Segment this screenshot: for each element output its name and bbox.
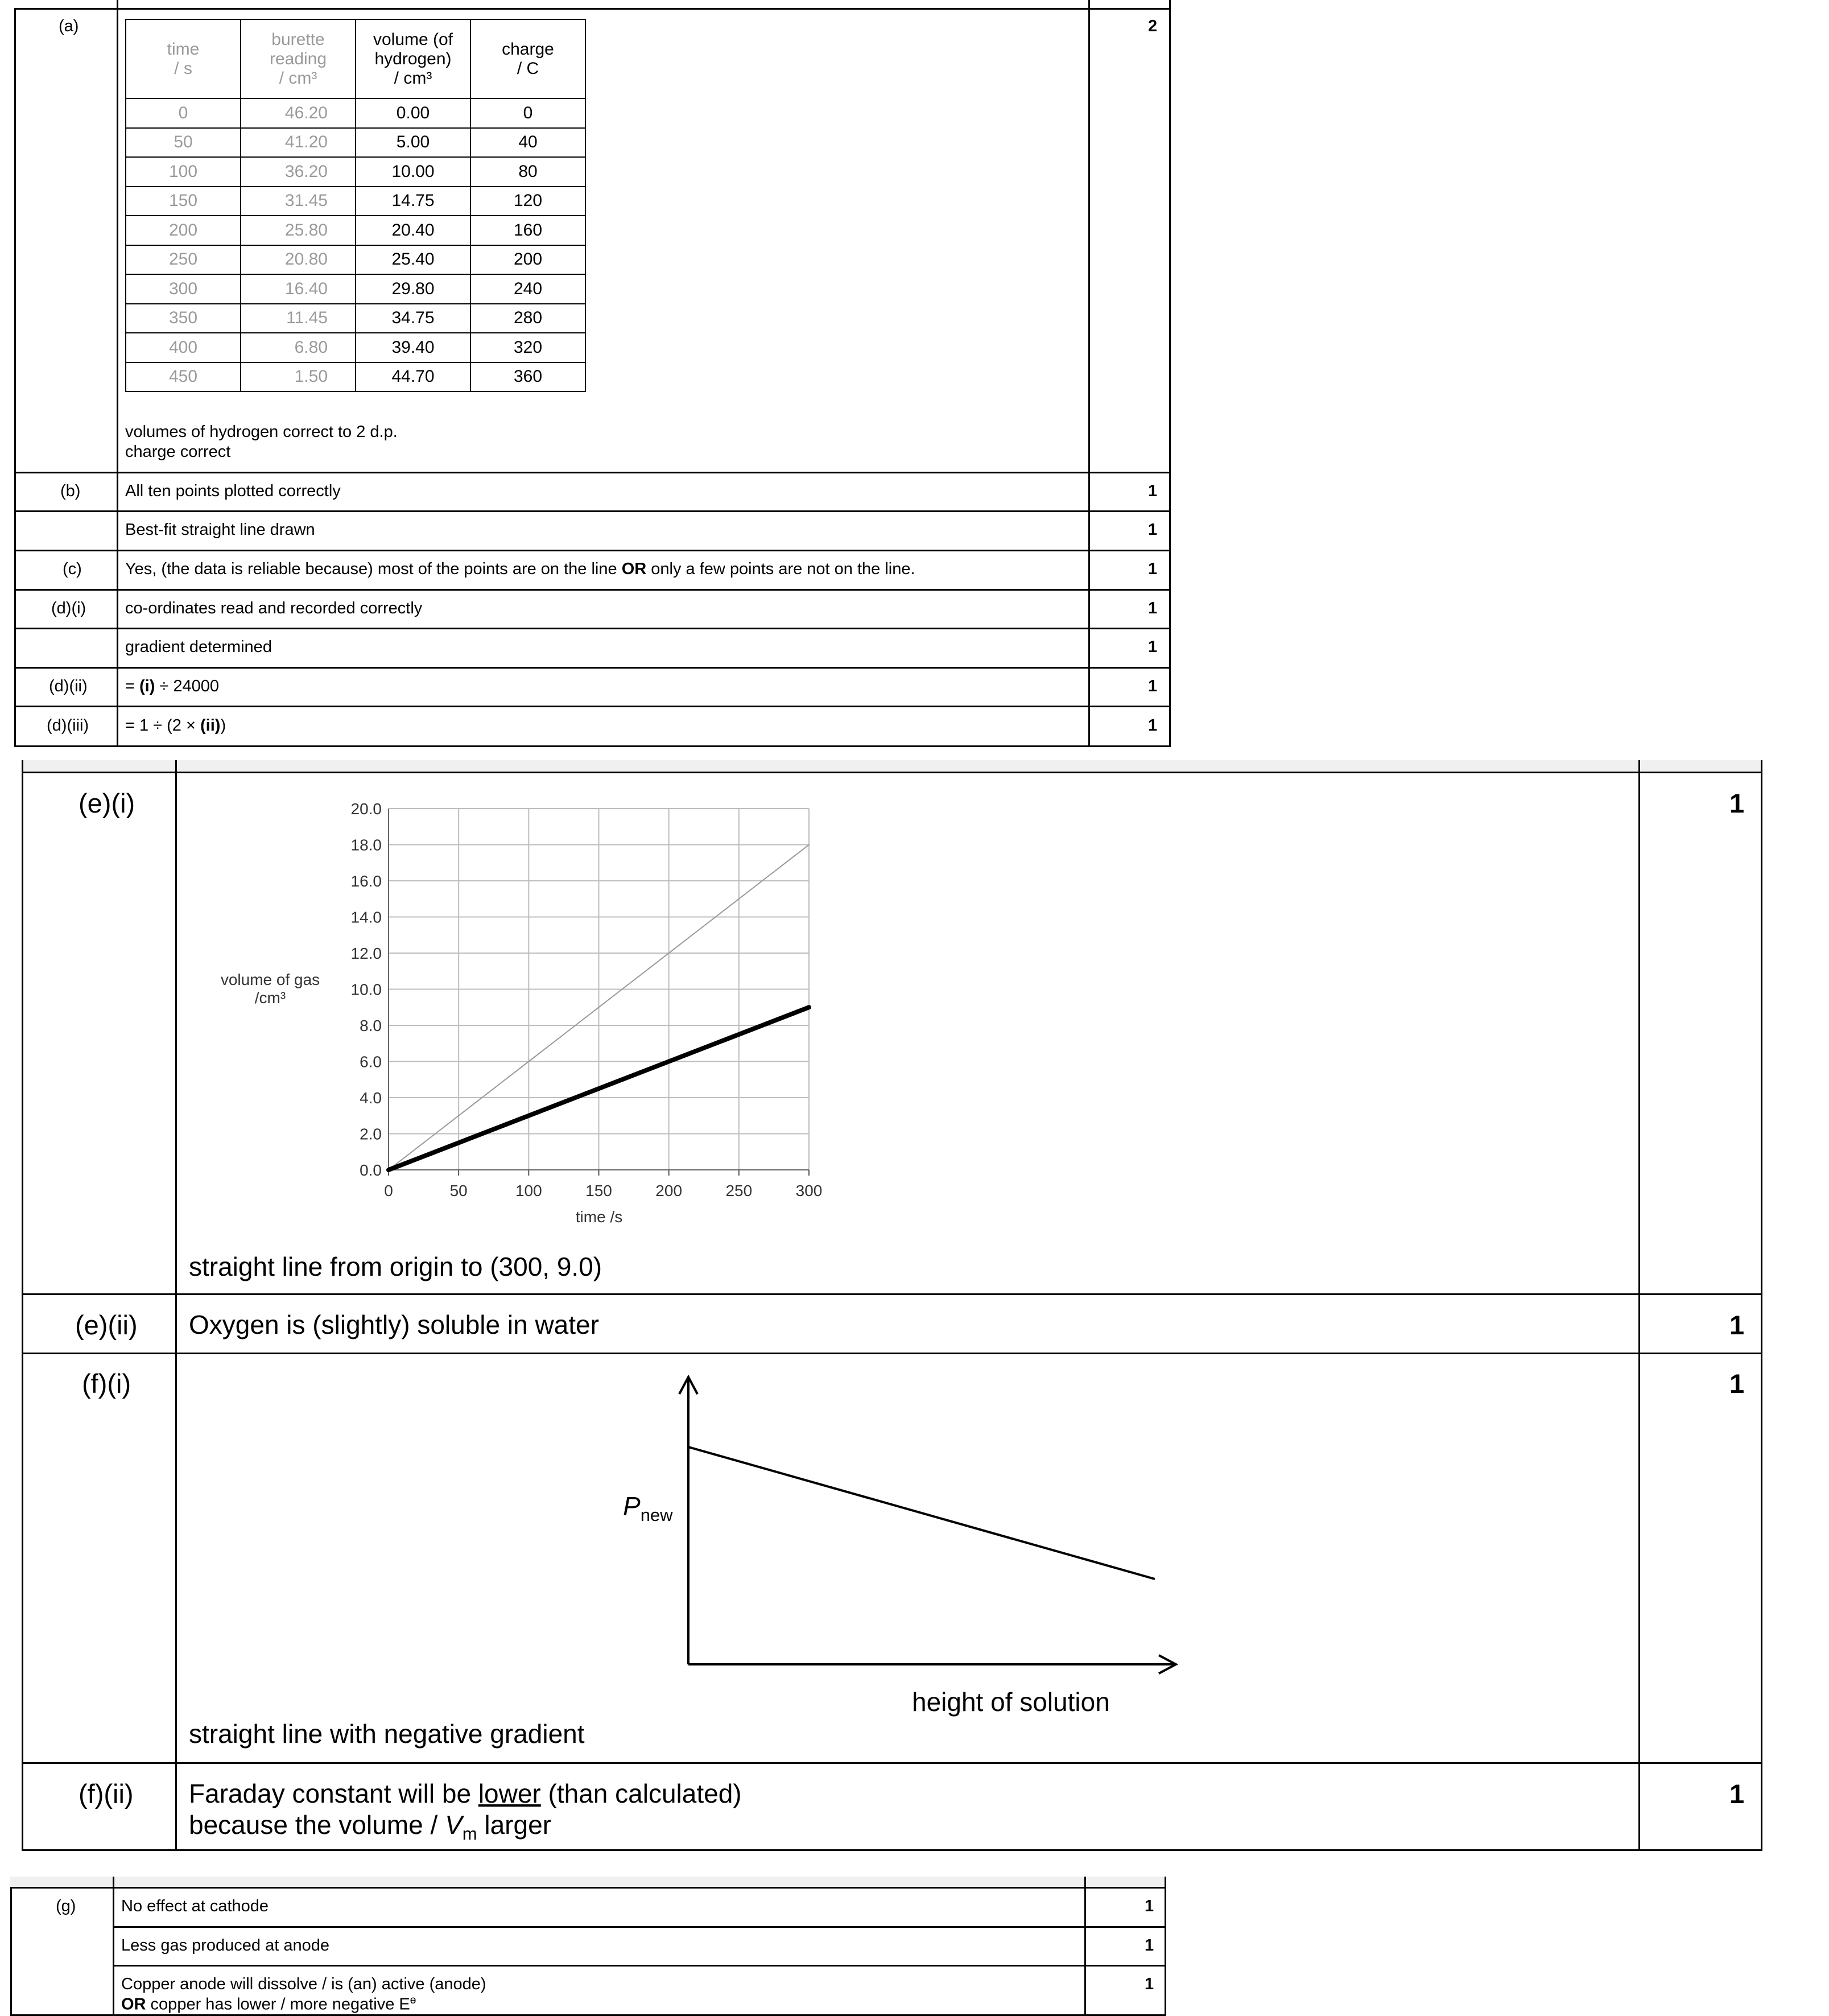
part-e-i-label: (e)(i) — [79, 788, 135, 818]
y-tick-label: 18.0 — [350, 836, 382, 854]
y-axis-label-line1: volume of gas — [220, 971, 320, 988]
row-text: = 1 ÷ (2 × (ii)) — [125, 716, 226, 735]
pressure-height-sketch — [671, 1368, 1195, 1687]
row-text: All ten points plotted correctly — [125, 482, 341, 500]
row-label: (c) — [63, 560, 82, 578]
table-header-row — [126, 19, 585, 98]
table-row: 100 36.20 10.00 80 — [126, 157, 585, 187]
row-marks: 1 — [1148, 560, 1158, 578]
x-axis-label: time /s — [575, 1208, 623, 1226]
x-tick-label: 100 — [515, 1182, 542, 1199]
y-tick-label: 10.0 — [350, 980, 382, 999]
g-row-text: Less gas produced at anode — [121, 1936, 329, 1955]
x-tick-label: 50 — [449, 1182, 468, 1199]
volume-time-chart — [205, 782, 842, 1238]
x-tick-label: 200 — [655, 1182, 683, 1199]
note-line-1: volumes of hydrogen correct to 2 d.p. — [125, 423, 398, 441]
f-ii-line-1: Faraday constant will be lower (than calculated) — [189, 1779, 742, 1808]
x-tick-label: 300 — [795, 1182, 823, 1199]
e-ii-text: Oxygen is (slightly) soluble in water — [189, 1310, 599, 1339]
part-e-ii-label: (e)(ii) — [75, 1310, 138, 1340]
y-tick-label: 12.0 — [350, 945, 382, 962]
table-row: 250 20.80 25.40 200 — [126, 245, 585, 275]
part-f-i-marks: 1 — [1729, 1368, 1745, 1399]
y-tick-label: 14.0 — [350, 908, 382, 926]
sketch-y-label: $P_{new}$ — [623, 1491, 673, 1526]
row-label: (b) — [60, 482, 81, 500]
row-text: Best-fit straight line drawn — [125, 521, 315, 539]
y-tick-label: 16.0 — [350, 872, 382, 890]
header-volume: volume (of hydrogen) / cm³ — [356, 19, 470, 98]
header-burette-reading: burette reading / cm³ — [241, 19, 356, 98]
g-row-text-line-1: Copper anode will dissolve / is (an) active (anode) — [121, 1975, 486, 1993]
table-row: 200 25.80 20.40 160 — [126, 216, 585, 245]
g-row-marks: 1 — [1145, 1897, 1154, 1915]
part-f-i-label: (f)(i) — [82, 1368, 131, 1399]
row-label: (d)(i) — [51, 599, 86, 617]
note-line-2: charge correct — [125, 443, 231, 461]
row-marks: 1 — [1148, 677, 1158, 695]
y-tick-label: 4.0 — [360, 1089, 382, 1107]
header-time: time / s — [126, 19, 241, 98]
y-tick-label: 6.0 — [360, 1053, 382, 1071]
g-row-marks: 1 — [1145, 1936, 1154, 1955]
table-row: 0 46.20 0.00 0 — [126, 98, 585, 128]
header-charge: charge / C — [470, 19, 585, 98]
part-g-label: (g) — [56, 1897, 76, 1915]
y-axis-label-line2: /cm³ — [254, 989, 286, 1007]
g-row-text-line-2: OR copper has lower / more negative $E^ө$ — [121, 1994, 416, 2014]
row-text: gradient determined — [125, 638, 272, 656]
row-text: = (i) ÷ 24000 — [125, 677, 220, 695]
row-marks: 1 — [1148, 716, 1158, 735]
f-i-answer: straight line with negative gradient — [189, 1719, 585, 1749]
part-e-i-marks: 1 — [1729, 788, 1745, 818]
row-label: (d)(iii) — [47, 716, 89, 735]
table-row: 450 1.50 44.70 360 — [126, 362, 585, 392]
part-f-ii-marks: 1 — [1729, 1779, 1745, 1809]
table-row: 50 41.20 5.00 40 — [126, 128, 585, 158]
row-text: co-ordinates read and recorded correctly — [125, 599, 423, 617]
row-label: (d)(ii) — [49, 677, 88, 695]
row-marks: 1 — [1148, 482, 1158, 500]
row-marks: 1 — [1148, 638, 1158, 656]
sketch-negative-line — [688, 1447, 1155, 1579]
table-row: 350 11.45 34.75 280 — [126, 304, 585, 333]
y-tick-label: 20.0 — [350, 800, 382, 818]
f-ii-line-2: because the volume / $V_m$ larger — [189, 1810, 551, 1844]
g-row-text: No effect at cathode — [121, 1897, 269, 1915]
sketch-x-label: height of solution — [912, 1687, 1110, 1717]
table-row: 300 16.40 29.80 240 — [126, 274, 585, 304]
x-tick-label: 0 — [384, 1182, 393, 1199]
part-f-ii-label: (f)(ii) — [79, 1779, 134, 1809]
row-text: Yes, (the data is reliable because) most of the points are on the line OR only a few points are not on the line. — [125, 560, 915, 578]
y-tick-label: 0.0 — [360, 1161, 382, 1179]
g-row-marks: 1 — [1145, 1975, 1154, 1993]
y-tick-label: 2.0 — [360, 1125, 382, 1143]
part-a-label: (a) — [59, 17, 79, 35]
y-tick-label: 8.0 — [360, 1017, 382, 1034]
part-e-ii-marks: 1 — [1729, 1310, 1745, 1340]
e-i-answer: straight line from origin to (300, 9.0) — [189, 1252, 602, 1281]
x-tick-label: 150 — [585, 1182, 612, 1199]
results-table — [125, 19, 586, 392]
part-a-marks: 2 — [1148, 17, 1158, 35]
table-row: 150 31.45 14.75 120 — [126, 187, 585, 216]
table-row: 400 6.80 39.40 320 — [126, 333, 585, 362]
row-marks: 1 — [1148, 599, 1158, 617]
x-tick-label: 250 — [725, 1182, 753, 1199]
row-marks: 1 — [1148, 521, 1158, 539]
